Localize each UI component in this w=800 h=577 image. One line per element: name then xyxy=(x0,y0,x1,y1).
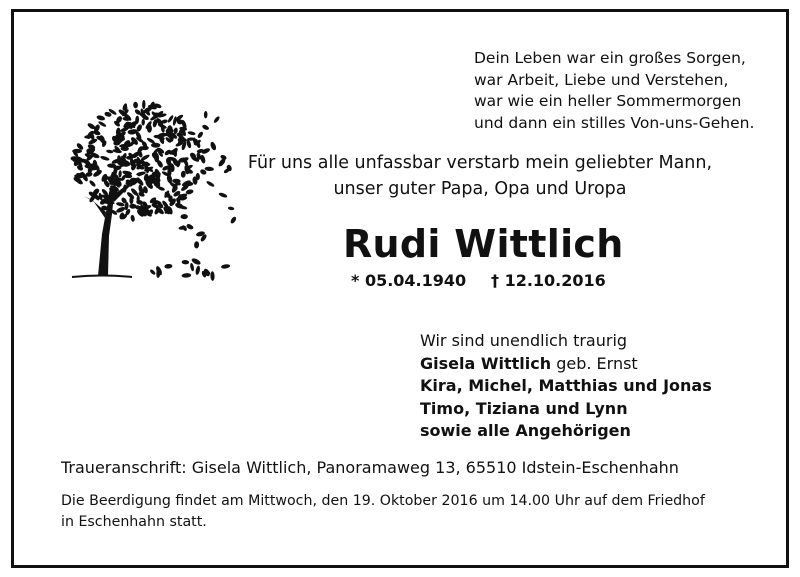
grandchildren-line: Timo, Tiziana und Lynn xyxy=(420,398,628,418)
funeral-line-1: Die Beerdigung findet am Mittwoch, den 19. Oktober 2016 um 14.00 Uhr auf dem Friedhof xyxy=(61,493,705,509)
mourners-intro: Wir sind unendlich traurig xyxy=(420,331,628,350)
widow-maiden-name: geb. Ernst xyxy=(551,353,638,373)
announcement-intro xyxy=(210,150,750,202)
poem-line: und dann ein stilles Von-uns-Gehen. xyxy=(474,113,755,132)
funeral-line-2: in Eschenhahn statt. xyxy=(61,514,207,530)
mourners-block xyxy=(420,330,712,443)
relatives-line: sowie alle Angehörigen xyxy=(420,421,631,441)
children-line: Kira, Michel, Matthias und Jonas xyxy=(420,376,712,396)
poem-line: war Arbeit, Liebe und Verstehen, xyxy=(474,70,729,89)
intro-line-1: Für uns alle unfassbar verstarb mein geliebter Mann, xyxy=(247,153,713,173)
poem-block xyxy=(474,48,754,134)
deceased-name: Rudi Wittlich xyxy=(343,222,624,266)
condolence-address: Traueranschrift: Gisela Wittlich, Panoramaweg 13, 65510 Idstein-Eschenhahn xyxy=(61,458,679,477)
widow-name: Gisela Wittlich xyxy=(420,353,552,373)
funeral-notice xyxy=(61,491,705,533)
poem-line: war wie ein heller Sommermorgen xyxy=(474,92,742,110)
intro-line-2: unser guter Papa, Opa und Uropa xyxy=(333,179,627,199)
birth-date: * 05.04.1940 xyxy=(351,271,467,290)
death-date: † 12.10.2016 xyxy=(491,271,606,290)
widow-line xyxy=(420,353,712,376)
poem-line: Dein Leben war ein großes Sorgen, xyxy=(474,49,746,67)
